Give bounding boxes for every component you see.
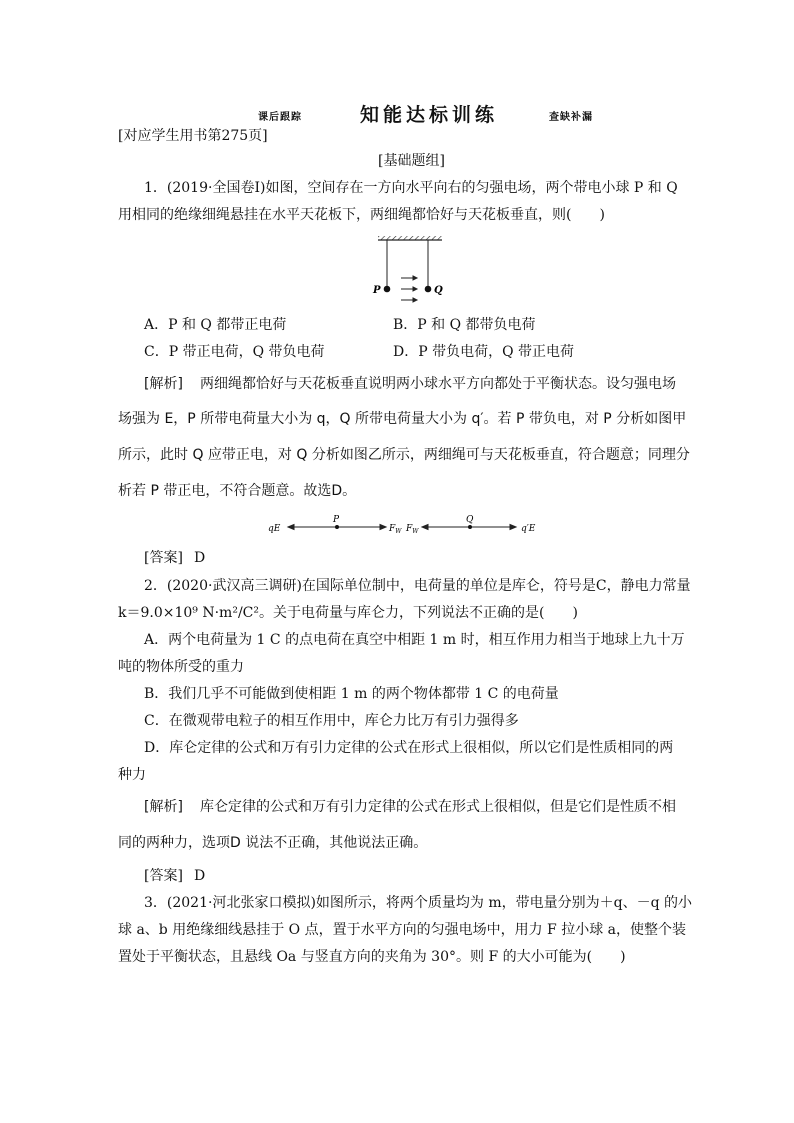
header-left-tag: 课后跟踪: [258, 112, 302, 123]
q1-option-c: C．P 带正电荷，Q 带负电荷: [144, 344, 325, 360]
q2-option-d-line1: D．库仑定律的公式和万有引力定律的公式在形式上很相似，所以它们是性质相同的两: [144, 740, 674, 756]
q1-option-b: B．P 和 Q 都带负电荷: [393, 317, 536, 333]
q3-stem-line2: 球 a、b 用绝缘细线悬挂于 O 点，置于水平方向的匀强电场中，用力 F 拉小球 a，使整个装: [118, 922, 686, 938]
ball-p: [384, 286, 391, 293]
force-label-q: Q: [466, 515, 474, 525]
q1-analysis-line2: 场强为 E，P 所带电荷量大小为 q，Q 所带电荷量大小为 q′。若 P 带负电，对 P 分析如图甲: [118, 411, 687, 427]
force-point-p: [335, 525, 339, 529]
q3-stem-line1: 3．(2021·河北张家口模拟)如图所示，将两个质量均为 m，带电量分别为＋q、－q 的小: [144, 895, 693, 911]
q2-analysis-tag: [解析]: [144, 799, 183, 815]
q2-option-b: B．我们几乎不可能做到使相距 1 m 的两个物体都带 1 C 的电荷量: [144, 686, 559, 702]
q2-option-a-line2: 吨的物体所受的重力: [118, 659, 244, 675]
q3-stem-line3: 置处于平衡状态，且悬线 Oa 与竖直方向的夹角为 30°。则 F 的大小可能为( ): [118, 949, 626, 965]
q1-figure: [360, 232, 450, 304]
force-label-qpe: q′E: [521, 524, 536, 534]
q2-analysis-line2: 同的两种力，选项D 说法不正确，其他说法正确。: [118, 835, 428, 851]
q1-analysis-tag: [解析]: [144, 376, 183, 392]
force-label-qe: qE: [268, 524, 281, 534]
q1-stem-line2: 用相同的绝缘细绳悬挂在水平天花板下，两细绳都恰好与天花板垂直，则( ): [118, 207, 605, 223]
q2-analysis-line1: 库仑定律的公式和万有引力定律的公式在形式上很相似，但是它们是性质不相: [200, 799, 676, 815]
q1-answer-tag: [答案]: [144, 550, 183, 566]
q2-stem-line2: k＝9.0×10⁹ N·m²/C²。关于电荷量与库仑力，下列说法不正确的是( ): [118, 605, 578, 621]
force-label-fw2: $F_W$: [406, 524, 419, 535]
header-right-tag: 查缺补漏: [549, 112, 593, 123]
label-p: P: [373, 285, 381, 296]
q1-option-d: D．P 带负电荷，Q 带正电荷: [393, 344, 575, 360]
group-title: [基础题组]: [378, 153, 445, 169]
force-label-fw1: $F_W$: [389, 524, 402, 535]
q1-stem-line1: 1．(2019·全国卷Ⅰ)如图，空间存在一方向水平向右的匀强电场，两个带电小球 P 和 Q: [144, 180, 678, 196]
q1-analysis-line3: 所示，此时 Q 应带正电，对 Q 分析如图乙所示，两细绳可与天花板垂直，符合题意；同理分: [118, 447, 690, 463]
q1-analysis-line4: 析若 P 带正电，不符合题意。故选D。: [118, 483, 357, 499]
force-label-p: P: [333, 515, 340, 525]
q1-force-figure: [262, 510, 552, 540]
label-q: Q: [434, 285, 443, 296]
field-arrows: [401, 276, 417, 302]
q2-answer: D: [194, 868, 206, 884]
q1-analysis-line1: 两细绳都恰好与天花板垂直说明两小球水平方向都处于平衡状态。设匀强电场: [200, 376, 676, 392]
q2-stem-line1: 2．(2020·武汉高三调研)在国际单位制中，电荷量的单位是库仑，符号是C，静电力常量: [144, 578, 691, 594]
q1-option-a: A．P 和 Q 都带正电荷: [144, 317, 287, 333]
book-reference: [对应学生用书第275页]: [118, 128, 268, 144]
ceiling: [378, 236, 442, 240]
q2-option-d-line2: 种力: [118, 767, 146, 783]
ball-q: [425, 286, 432, 293]
q2-answer-tag: [答案]: [144, 868, 183, 884]
q1-answer: D: [194, 550, 206, 566]
page-title: 知能达标训练: [360, 104, 499, 126]
force-point-q: [468, 525, 472, 529]
q2-option-c: C．在微观带电粒子的相互作用中，库仑力比万有引力强得多: [144, 713, 519, 729]
q2-option-a-line1: A．两个电荷量为 1 C 的点电荷在真空中相距 1 m 时，相互作用力相当于地球上九十万: [144, 632, 685, 648]
